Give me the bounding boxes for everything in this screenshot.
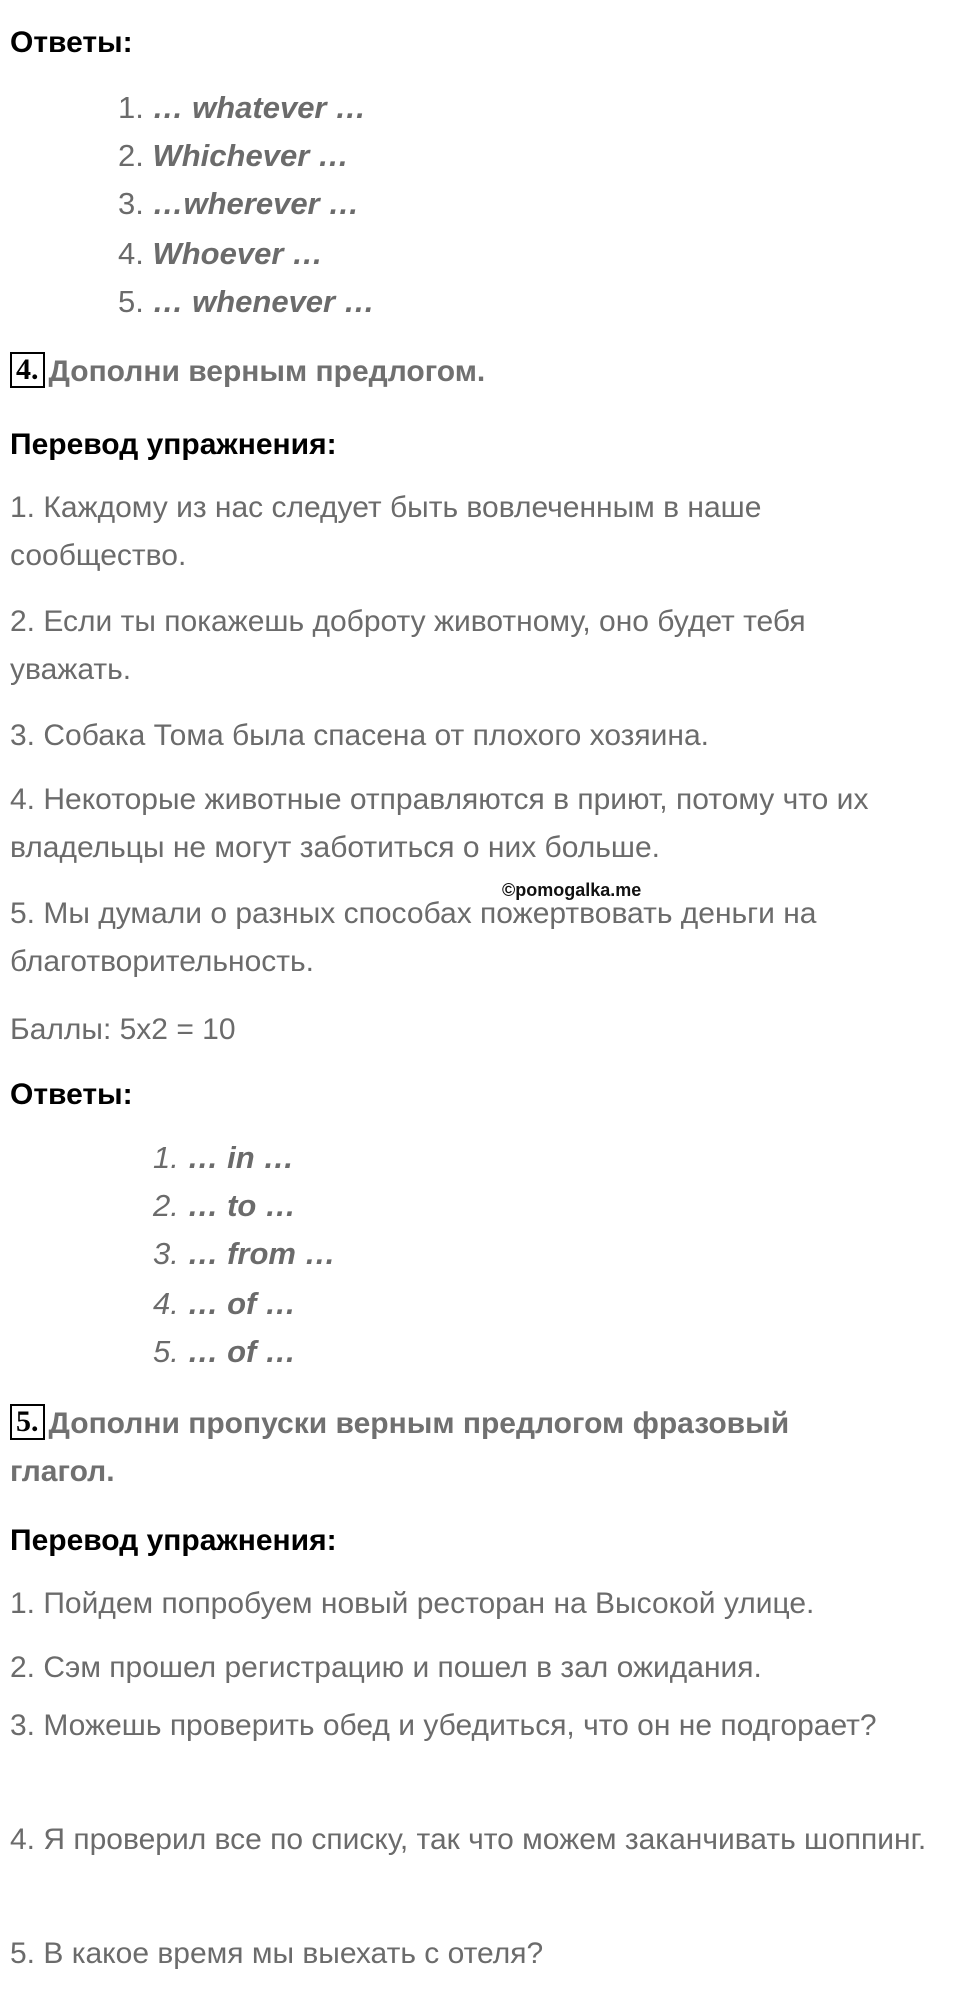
- sentence: 2. Сэм прошел регистрацию и пошел в зал ожидания.: [10, 1651, 762, 1684]
- sentence: 5. В какое время мы выехать с отеля?: [10, 1937, 544, 1970]
- answer-item: 1. … in …: [153, 1140, 295, 1175]
- answer-item: 5. … of …: [153, 1334, 296, 1369]
- task-number-box: 4.: [10, 352, 45, 388]
- sentence: 3. Можешь проверить обед и убедиться, что он не подгорает?: [10, 1709, 877, 1742]
- sentence: 1. Пойдем попробуем новый ресторан на Высокой улице.: [10, 1587, 815, 1620]
- answer-item: 4. Whoever …: [118, 236, 324, 271]
- answer-item: 3. …wherever …: [118, 186, 360, 221]
- answer-item: 1. … whatever …: [118, 90, 367, 125]
- translation-heading: Перевод упражнения:: [10, 1524, 337, 1557]
- sentence: 4. Некоторые животные отправляются в приют, потому что их владельцы не могут заботиться о них больше.: [10, 783, 869, 864]
- sentence: 5. Мы думали о разных способах пожертвовать деньги на благотворительность.: [10, 897, 817, 978]
- answers-heading: Ответы:: [10, 1078, 133, 1111]
- sentence: 1. Каждому из нас следует быть вовлеченным в наше сообщество.: [10, 491, 762, 572]
- answer-item: 4. … of …: [153, 1286, 296, 1321]
- sentence: 3. Собака Тома была спасена от плохого хозяина.: [10, 719, 710, 752]
- translation-heading: Перевод упражнения:: [10, 428, 337, 461]
- score-text: Баллы: 5x2 = 10: [10, 1013, 236, 1046]
- sentence: 2. Если ты покажешь доброту животному, оно будет тебя уважать.: [10, 605, 806, 686]
- task-number-box: 5.: [10, 1404, 45, 1440]
- answer-item: 2. Whichever …: [118, 138, 349, 173]
- task-5-title: [10, 1400, 890, 1496]
- sentence: 4. Я проверил все по списку, так что можем заканчивать шоппинг.: [10, 1823, 927, 1856]
- task-4-title: [10, 348, 910, 396]
- answer-item: 3. … from …: [153, 1236, 336, 1271]
- answer-item: 5. … whenever …: [118, 284, 375, 319]
- answers-heading: Ответы:: [10, 26, 133, 59]
- watermark: ©pomogalka.me: [502, 880, 642, 900]
- task-title: Дополни пропуски верным предлогом фразовый глагол.: [10, 1407, 790, 1488]
- task-title: Дополни верным предлогом.: [48, 355, 486, 388]
- answer-item: 2. … to …: [153, 1188, 296, 1223]
